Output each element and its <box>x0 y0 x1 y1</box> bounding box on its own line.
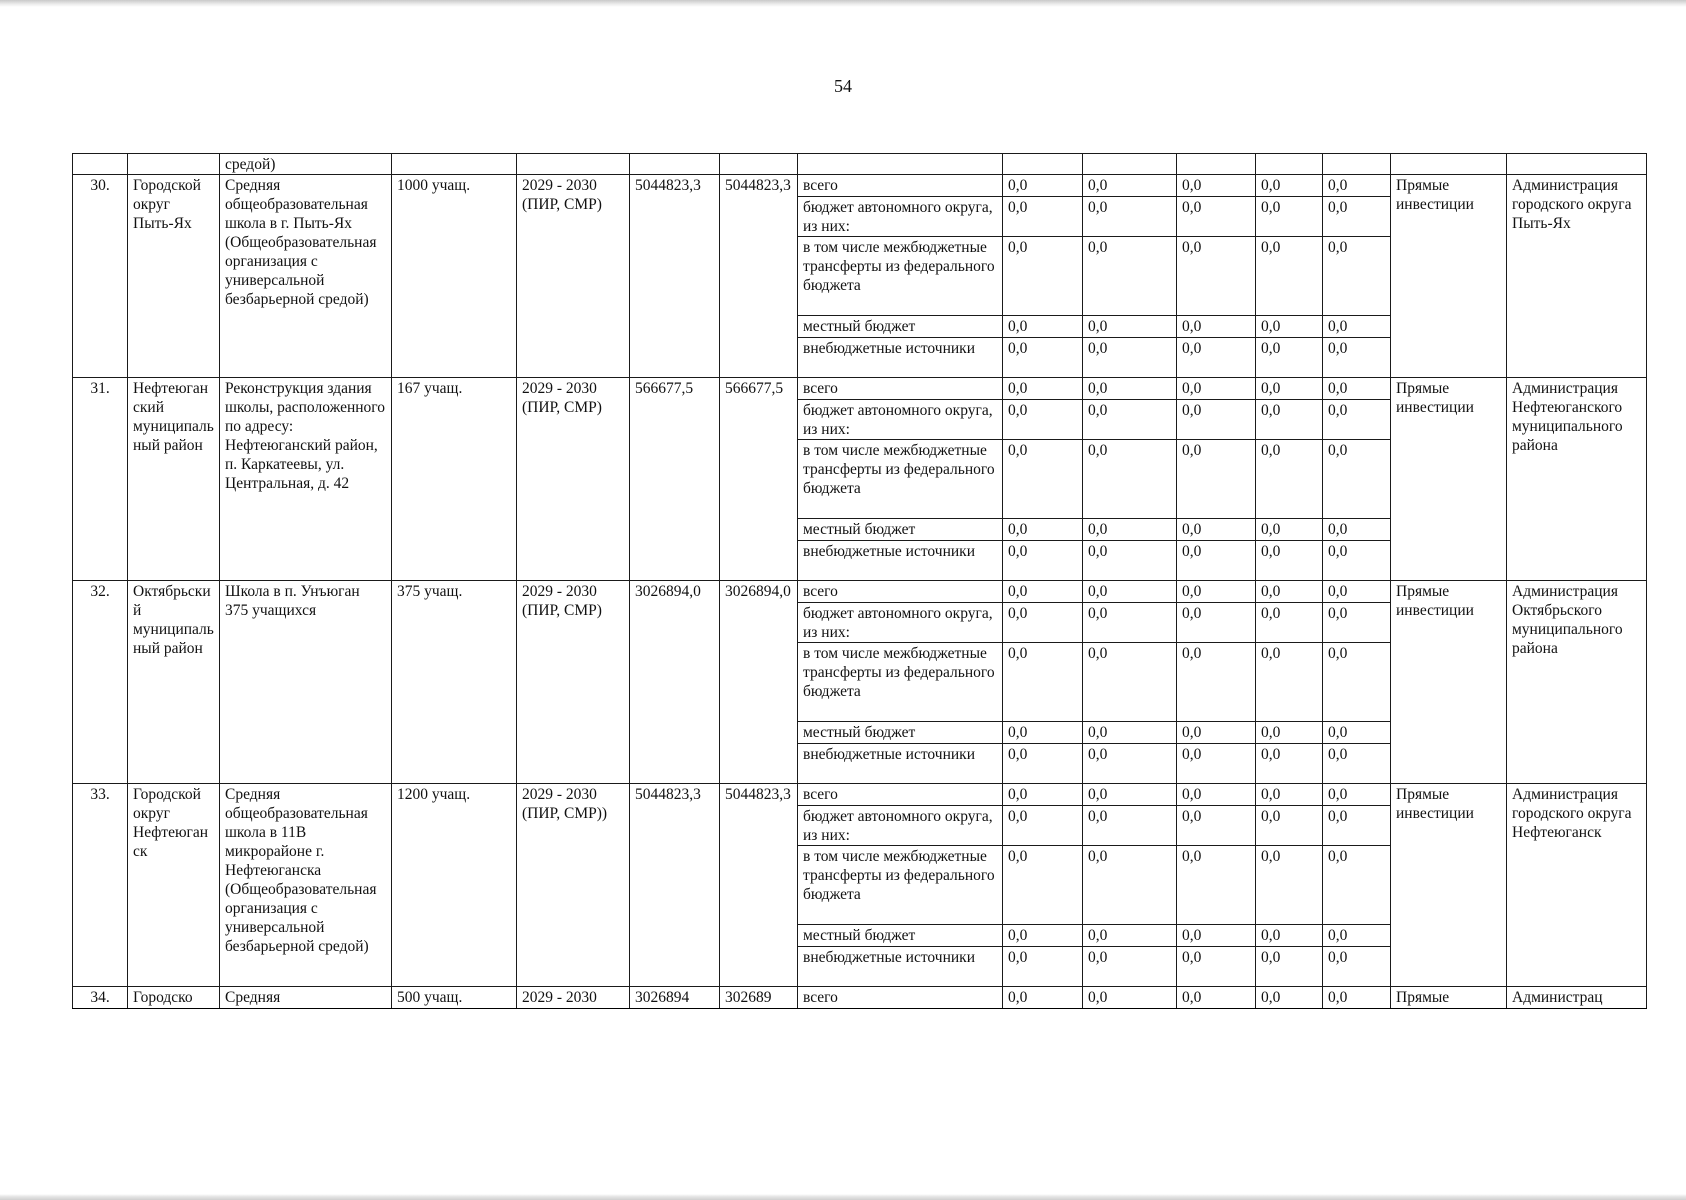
capacity: 167 учащ. <box>392 378 517 581</box>
table-row <box>73 784 1647 806</box>
funding-value: 0,0 <box>1083 581 1177 603</box>
investment-mechanism: Прямые инвестиции <box>1391 581 1507 784</box>
funding-value: 0,0 <box>1256 846 1323 925</box>
funding-value: 0,0 <box>1083 378 1177 400</box>
table-row <box>73 581 1647 603</box>
funding-value: 0,0 <box>1083 338 1177 378</box>
investment-mechanism: Прямые инвестиции <box>1391 378 1507 581</box>
funding-value: 0,0 <box>1003 806 1083 846</box>
remaining-cost: 3026894,0 <box>720 581 798 784</box>
funding-value: 0,0 <box>1003 784 1083 806</box>
continuation-row <box>73 154 1647 175</box>
funding-value: 0,0 <box>1003 175 1083 197</box>
estimated-cost: 566677,5 <box>630 378 720 581</box>
funding-source: бюджет автономного округа, из них: <box>798 603 1003 643</box>
funding-value: 0,0 <box>1256 947 1323 987</box>
scan-top-edge <box>0 0 1686 7</box>
funding-value: 0,0 <box>1256 643 1323 722</box>
object-name: Средняя общеобразовательная школа в 11В микрорайоне г. Нефтеюганска (Общеобразовательная организация с универсальной безбарьерной средой) <box>220 784 392 987</box>
funding-value: 0,0 <box>1083 519 1177 541</box>
funding-source: всего <box>798 378 1003 400</box>
municipality: Нефтеюганский муниципальный район <box>128 378 220 581</box>
funding-value: 0,0 <box>1177 784 1256 806</box>
cell-empty <box>1323 154 1391 175</box>
customer: Администрация городского округа Пыть-Ях <box>1507 175 1647 378</box>
project-number: 34. <box>73 987 128 1009</box>
customer: Администрация Октябрьского муниципального района <box>1507 581 1647 784</box>
estimated-cost: 3026894 <box>630 987 720 1009</box>
funding-value: 0,0 <box>1323 784 1391 806</box>
cell-empty <box>630 154 720 175</box>
cell-empty <box>1256 154 1323 175</box>
funding-source: местный бюджет <box>798 722 1003 744</box>
funding-source: в том числе межбюджетные трансферты из федерального бюджета <box>798 237 1003 316</box>
estimated-cost: 5044823,3 <box>630 175 720 378</box>
remaining-cost: 302689 <box>720 987 798 1009</box>
funding-value: 0,0 <box>1003 925 1083 947</box>
object-name: Школа в п. Унъюган 375 учащихся <box>220 581 392 784</box>
funding-value: 0,0 <box>1323 722 1391 744</box>
capacity: 375 учащ. <box>392 581 517 784</box>
funding-value: 0,0 <box>1256 744 1323 784</box>
funding-source: бюджет автономного округа, из них: <box>798 400 1003 440</box>
funding-value: 0,0 <box>1083 400 1177 440</box>
implementation-period: 2029 - 2030 <box>517 987 630 1009</box>
capacity: 1200 учащ. <box>392 784 517 987</box>
funding-value: 0,0 <box>1323 581 1391 603</box>
funding-value: 0,0 <box>1177 744 1256 784</box>
description-tail: средой) <box>220 154 392 175</box>
cell-empty <box>73 154 128 175</box>
funding-source: всего <box>798 987 1003 1009</box>
cell-empty <box>720 154 798 175</box>
funding-value: 0,0 <box>1256 237 1323 316</box>
funding-value: 0,0 <box>1177 806 1256 846</box>
funding-value: 0,0 <box>1003 338 1083 378</box>
funding-value: 0,0 <box>1003 581 1083 603</box>
funding-value: 0,0 <box>1323 378 1391 400</box>
funding-source: бюджет автономного округа, из них: <box>798 197 1003 237</box>
funding-value: 0,0 <box>1083 541 1177 581</box>
funding-source: в том числе межбюджетные трансферты из федерального бюджета <box>798 846 1003 925</box>
funding-source: в том числе межбюджетные трансферты из федерального бюджета <box>798 643 1003 722</box>
funding-value: 0,0 <box>1323 541 1391 581</box>
funding-value: 0,0 <box>1177 987 1256 1009</box>
customer: Администрация городского округа Нефтеюганск <box>1507 784 1647 987</box>
funding-value: 0,0 <box>1003 237 1083 316</box>
cell-empty <box>392 154 517 175</box>
funding-value: 0,0 <box>1323 744 1391 784</box>
cell-empty <box>1083 154 1177 175</box>
funding-value: 0,0 <box>1083 440 1177 519</box>
funding-value: 0,0 <box>1003 947 1083 987</box>
object-name: Средняя <box>220 987 392 1009</box>
implementation-period: 2029 - 2030 (ПИР, СМР) <box>517 175 630 378</box>
funding-value: 0,0 <box>1083 237 1177 316</box>
funding-source: всего <box>798 175 1003 197</box>
funding-value: 0,0 <box>1256 519 1323 541</box>
funding-value: 0,0 <box>1256 338 1323 378</box>
funding-value: 0,0 <box>1083 947 1177 987</box>
investment-mechanism: Прямые инвестиции <box>1391 784 1507 987</box>
funding-value: 0,0 <box>1083 603 1177 643</box>
funding-value: 0,0 <box>1323 440 1391 519</box>
project-number: 32. <box>73 581 128 784</box>
funding-value: 0,0 <box>1177 947 1256 987</box>
remaining-cost: 5044823,3 <box>720 784 798 987</box>
cell-empty <box>1177 154 1256 175</box>
funding-value: 0,0 <box>1003 316 1083 338</box>
funding-value: 0,0 <box>1003 603 1083 643</box>
object-name: Средняя общеобразовательная школа в г. Пыть-Ях (Общеобразовательная организация с универсальной безбарьерной средой) <box>220 175 392 378</box>
funding-value: 0,0 <box>1323 237 1391 316</box>
investment-table <box>72 153 1647 1009</box>
funding-value: 0,0 <box>1083 643 1177 722</box>
cell-empty <box>798 154 1003 175</box>
funding-source: всего <box>798 784 1003 806</box>
funding-value: 0,0 <box>1003 440 1083 519</box>
table-row <box>73 175 1647 197</box>
funding-value: 0,0 <box>1177 316 1256 338</box>
implementation-period: 2029 - 2030 (ПИР, СМР) <box>517 378 630 581</box>
funding-value: 0,0 <box>1323 925 1391 947</box>
funding-value: 0,0 <box>1177 175 1256 197</box>
funding-value: 0,0 <box>1083 987 1177 1009</box>
customer: Администрация Нефтеюганского муниципального района <box>1507 378 1647 581</box>
object-name: Реконструкция здания школы, расположенного по адресу: Нефтеюганский район, п. Каркатеевы, ул. Центральная, д. 42 <box>220 378 392 581</box>
funding-value: 0,0 <box>1256 603 1323 643</box>
remaining-cost: 5044823,3 <box>720 175 798 378</box>
funding-value: 0,0 <box>1083 316 1177 338</box>
funding-value: 0,0 <box>1083 925 1177 947</box>
funding-value: 0,0 <box>1003 400 1083 440</box>
table-row <box>73 378 1647 400</box>
funding-value: 0,0 <box>1256 925 1323 947</box>
funding-source: местный бюджет <box>798 925 1003 947</box>
funding-value: 0,0 <box>1177 237 1256 316</box>
funding-value: 0,0 <box>1256 378 1323 400</box>
funding-value: 0,0 <box>1083 784 1177 806</box>
funding-value: 0,0 <box>1256 400 1323 440</box>
funding-source: местный бюджет <box>798 519 1003 541</box>
funding-source: в том числе межбюджетные трансферты из федерального бюджета <box>798 440 1003 519</box>
funding-value: 0,0 <box>1323 316 1391 338</box>
funding-value: 0,0 <box>1323 519 1391 541</box>
funding-value: 0,0 <box>1177 338 1256 378</box>
cell-empty <box>517 154 630 175</box>
funding-value: 0,0 <box>1323 846 1391 925</box>
funding-value: 0,0 <box>1003 197 1083 237</box>
funding-value: 0,0 <box>1177 519 1256 541</box>
customer: Администрац <box>1507 987 1647 1009</box>
funding-value: 0,0 <box>1003 987 1083 1009</box>
funding-value: 0,0 <box>1083 846 1177 925</box>
funding-value: 0,0 <box>1256 175 1323 197</box>
funding-source: местный бюджет <box>798 316 1003 338</box>
estimated-cost: 5044823,3 <box>630 784 720 987</box>
funding-value: 0,0 <box>1256 722 1323 744</box>
funding-value: 0,0 <box>1177 197 1256 237</box>
investment-mechanism: Прямые инвестиции <box>1391 175 1507 378</box>
funding-value: 0,0 <box>1323 947 1391 987</box>
funding-value: 0,0 <box>1323 175 1391 197</box>
funding-value: 0,0 <box>1177 925 1256 947</box>
funding-value: 0,0 <box>1256 987 1323 1009</box>
cell-empty <box>128 154 220 175</box>
funding-value: 0,0 <box>1323 197 1391 237</box>
funding-value: 0,0 <box>1177 643 1256 722</box>
table-body <box>73 154 1647 1009</box>
funding-value: 0,0 <box>1003 643 1083 722</box>
funding-value: 0,0 <box>1256 541 1323 581</box>
cell-empty <box>1507 154 1647 175</box>
funding-value: 0,0 <box>1003 541 1083 581</box>
investment-mechanism: Прямые <box>1391 987 1507 1009</box>
funding-value: 0,0 <box>1083 197 1177 237</box>
funding-value: 0,0 <box>1256 784 1323 806</box>
funding-value: 0,0 <box>1256 316 1323 338</box>
funding-value: 0,0 <box>1003 846 1083 925</box>
funding-value: 0,0 <box>1256 197 1323 237</box>
project-number: 33. <box>73 784 128 987</box>
cell-empty <box>1003 154 1083 175</box>
table-row <box>73 987 1647 1009</box>
funding-value: 0,0 <box>1177 541 1256 581</box>
funding-value: 0,0 <box>1177 722 1256 744</box>
funding-value: 0,0 <box>1083 744 1177 784</box>
funding-value: 0,0 <box>1177 846 1256 925</box>
municipality: Октябрьский муниципальный район <box>128 581 220 784</box>
funding-value: 0,0 <box>1177 440 1256 519</box>
funding-value: 0,0 <box>1323 338 1391 378</box>
capacity: 500 учащ. <box>392 987 517 1009</box>
funding-source: внебюджетные источники <box>798 744 1003 784</box>
funding-source: бюджет автономного округа, из них: <box>798 806 1003 846</box>
funding-value: 0,0 <box>1177 378 1256 400</box>
funding-value: 0,0 <box>1323 643 1391 722</box>
funding-value: 0,0 <box>1177 400 1256 440</box>
page-number: 54 <box>834 76 852 96</box>
funding-value: 0,0 <box>1083 175 1177 197</box>
municipality: Городской округ Пыть-Ях <box>128 175 220 378</box>
municipality: Городско <box>128 987 220 1009</box>
estimated-cost: 3026894,0 <box>630 581 720 784</box>
funding-source: всего <box>798 581 1003 603</box>
remaining-cost: 566677,5 <box>720 378 798 581</box>
project-number: 31. <box>73 378 128 581</box>
funding-source: внебюджетные источники <box>798 947 1003 987</box>
funding-source: внебюджетные источники <box>798 338 1003 378</box>
funding-value: 0,0 <box>1256 440 1323 519</box>
funding-value: 0,0 <box>1083 806 1177 846</box>
funding-value: 0,0 <box>1323 400 1391 440</box>
capacity: 1000 учащ. <box>392 175 517 378</box>
funding-value: 0,0 <box>1323 806 1391 846</box>
funding-value: 0,0 <box>1003 519 1083 541</box>
funding-value: 0,0 <box>1177 581 1256 603</box>
funding-value: 0,0 <box>1003 744 1083 784</box>
municipality: Городской округ Нефтеюганск <box>128 784 220 987</box>
funding-value: 0,0 <box>1177 603 1256 643</box>
funding-value: 0,0 <box>1323 603 1391 643</box>
cell-empty <box>1391 154 1507 175</box>
funding-source: внебюджетные источники <box>798 541 1003 581</box>
project-number: 30. <box>73 175 128 378</box>
funding-value: 0,0 <box>1256 806 1323 846</box>
funding-value: 0,0 <box>1083 722 1177 744</box>
funding-value: 0,0 <box>1256 581 1323 603</box>
scan-bottom-edge <box>0 1194 1686 1200</box>
funding-value: 0,0 <box>1003 378 1083 400</box>
funding-value: 0,0 <box>1323 987 1391 1009</box>
funding-value: 0,0 <box>1003 722 1083 744</box>
implementation-period: 2029 - 2030 (ПИР, СМР) <box>517 581 630 784</box>
implementation-period: 2029 - 2030 (ПИР, СМР)) <box>517 784 630 987</box>
